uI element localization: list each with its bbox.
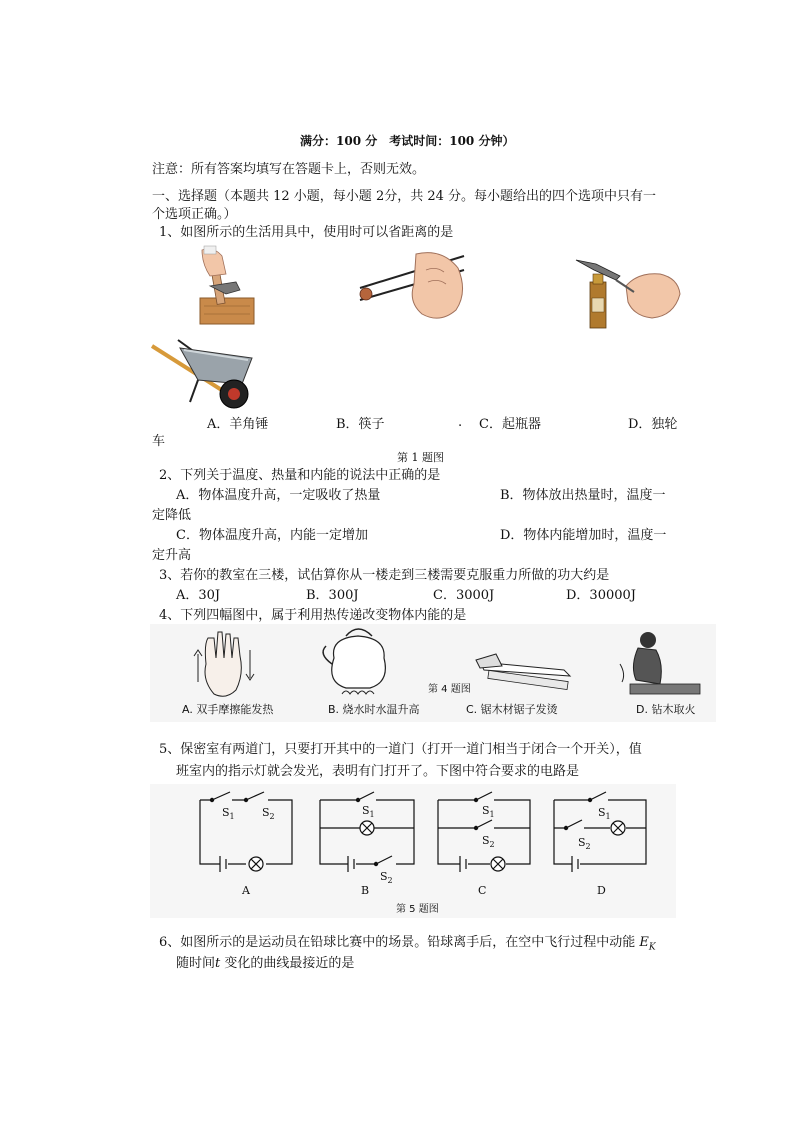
bottle-opener-image — [576, 258, 680, 330]
q3-stem: 3、若你的教室在三楼，试估算你从一楼走到三楼需要克服重力所做的功大约是 — [159, 568, 610, 583]
circuit-a-s1-label: $S_1$ — [222, 806, 235, 821]
q4-figure — [150, 624, 716, 722]
q4-label-b: B. 烧水时水温升高 — [328, 703, 420, 716]
q6-line1 — [159, 934, 656, 957]
q4-label-d: D. 钻木取火 — [636, 703, 696, 716]
q6-line2 — [176, 955, 354, 972]
circuit-a-label: A — [242, 884, 250, 897]
hammer-image — [196, 246, 258, 326]
q4-label-c: C. 锯木材锯子发烫 — [466, 703, 558, 716]
notice: 注意：所有答案均填写在答题卡上，否则无效。 — [152, 162, 426, 177]
q2-option-d-part1: D．物体内能增加时，温度一 — [500, 528, 667, 543]
q2-option-b-part1: B．物体放出热量时，温度一 — [500, 488, 666, 503]
q1-option-c: C．起瓶器 — [479, 417, 541, 432]
q1-stray-dot: . — [458, 415, 463, 430]
circuit-b-label: B — [361, 884, 370, 897]
q5-line1: 5、保密室有两道门，只要打开其中的一道门（打开一道门相当于闭合一个开关），值 — [159, 742, 642, 757]
q5-caption: 第 5 题图 — [396, 904, 439, 915]
circuit-b-s2-label: $S_2$ — [380, 870, 393, 885]
q3-option-c: C．3000J — [433, 588, 495, 603]
wheelbarrow-image — [150, 336, 262, 414]
circuit-a-s2-label: $S_2$ — [262, 806, 275, 821]
q2-option-d-part2: 定升高 — [152, 548, 192, 563]
q3-option-a: A．30J — [176, 588, 221, 603]
q6-t-variable: t — [215, 956, 221, 971]
q1-option-a: A．羊角锤 — [207, 417, 269, 432]
q1-option-d-part1: D．独轮 — [628, 417, 678, 432]
q2-option-c: C．物体温度升高，内能一定增加 — [176, 528, 368, 543]
q5-line2: 班室内的指示灯就会发光，表明有门打开了。下图中符合要求的电路是 — [176, 764, 580, 779]
circuit-c-s1-label: $S_1$ — [482, 804, 495, 819]
circuit-d-label: D — [597, 884, 606, 897]
section1-title-line1: 一、选择题（本题共 12 小题，每小题 2分，共 24 分。每小题给出的四个选项中只有一 — [152, 189, 657, 204]
q4-stem: 4、下列四幅图中，属于利用热传递改变物体内能的是 — [159, 608, 467, 623]
q1-option-b: B．筷子 — [336, 417, 385, 432]
q4-label-a: A. 双手摩擦能发热 — [182, 703, 274, 716]
q2-stem: 2、下列关于温度、热量和内能的说法中正确的是 — [159, 468, 441, 483]
q6-line2-pre: 随时间 — [176, 956, 216, 971]
score-time-header: 满分：100 分 考试时间：100 分钟） — [300, 134, 515, 148]
chopsticks-image — [356, 250, 468, 324]
circuit-c-s2-label: $S_2$ — [482, 834, 495, 849]
q6-line2-post: 变化的曲线最接近的是 — [220, 956, 355, 971]
q1-caption: 第 1 题图 — [397, 451, 444, 464]
q4-caption: 第 4 题图 — [428, 684, 471, 695]
circuit-c-label: C — [478, 884, 487, 897]
circuit-d-s1-label: $S_1$ — [598, 806, 611, 821]
q3-option-d: D．30000J — [566, 588, 636, 603]
q1-option-d-part2: 车 — [152, 434, 166, 449]
q5-figure — [150, 784, 676, 918]
q2-option-a: A．物体温度升高，一定吸收了热量 — [176, 488, 381, 503]
section1-title-line2: 个选项正确。） — [152, 207, 237, 222]
q2-option-b-part2: 定降低 — [152, 508, 192, 523]
q3-option-b: B．300J — [306, 588, 359, 603]
q1-stem: 1、如图所示的生活用具中，使用时可以省距离的是 — [159, 225, 454, 240]
q6-line1-text: 6、如图所示的是运动员在铅球比赛中的场景。铅球离手后，在空中飞行过程中动能 — [159, 935, 636, 950]
q6-ek-symbol: $E_K$ — [639, 935, 656, 953]
circuit-d-s2-label: $S_2$ — [578, 836, 591, 851]
circuit-b-s1-label: $S_1$ — [362, 804, 375, 819]
